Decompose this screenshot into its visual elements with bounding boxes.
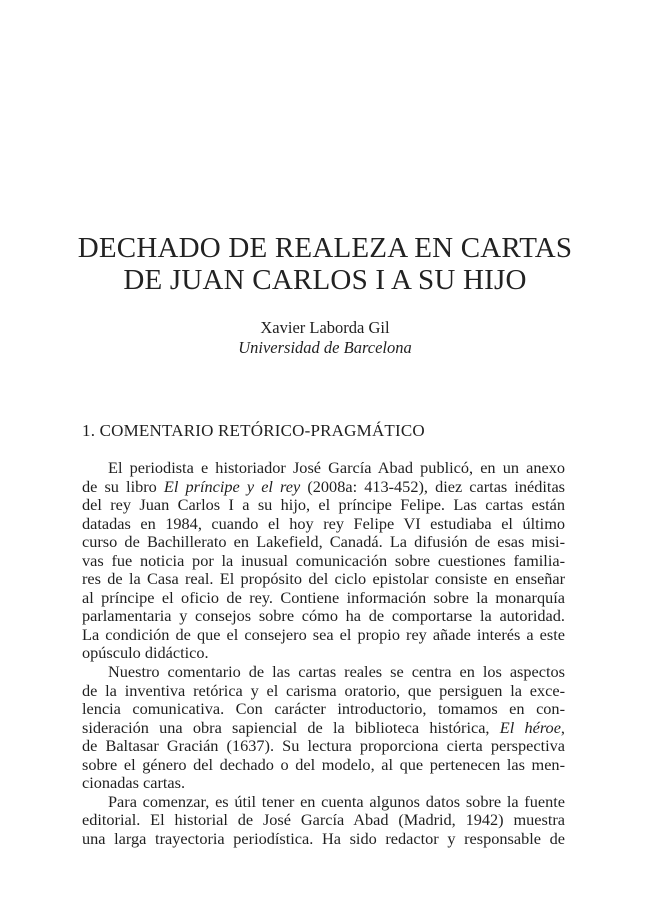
book-title-italic: El héroe: [499, 717, 561, 737]
title-line-2: DE JUAN CARLOS I A SU HIJO: [123, 264, 527, 296]
text-line: lencia comunicativa. Con carácter introductorio, tomamos en con-: [82, 699, 565, 719]
text-line: res de la Casa real. El propósito del ciclo epistolar consiste en enseñar: [82, 569, 565, 589]
text-run: (2008a: 413-452), diez cartas inéditas: [300, 476, 565, 496]
text-line: vas fue noticia por la inusual comunicación sobre cuestiones familia-: [82, 550, 565, 570]
title-line-1: DECHADO DE REALEZA EN CARTAS: [77, 232, 573, 264]
text-line: sobre el género del dechado o del modelo, al que pertenecen las men-: [82, 754, 565, 774]
section-heading: 1. COMENTARIO RETÓRICO-PRAGMÁTICO: [82, 421, 425, 440]
text-line: curso de Bachillerato en Lakefield, Canadá. La difusión de esas misi-: [82, 532, 565, 552]
text-line: Nuestro comentario de las cartas reales se centra en los aspectos: [108, 662, 565, 682]
text-line: [82, 478, 565, 497]
body-text: [82, 459, 565, 848]
text-line: de Baltasar Gracián (1637). Su lectura proporciona cierta perspectiva: [82, 736, 565, 756]
text-line: [82, 719, 565, 738]
text-line: opúsculo didáctico.: [82, 643, 209, 663]
text-line: al príncipe el oficio de rey. Contiene información sobre la monarquía: [82, 587, 565, 607]
article-title: [40, 232, 610, 296]
text-run: de su libro: [82, 476, 164, 496]
author-affiliation: Universidad de Barcelona: [238, 338, 412, 357]
text-line: del rey Juan Carlos I a su hijo, el príncipe Felipe. Las cartas están: [82, 495, 565, 515]
text-line: Para comenzar, es útil tener en cuenta algunos datos sobre la fuente: [108, 791, 565, 811]
text-run: ,: [560, 717, 565, 737]
text-line: una larga trayectoria periodística. Ha sido redactor y responsable de: [82, 828, 565, 848]
author-name: Xavier Laborda Gil: [260, 318, 390, 337]
text-line: La condición de que el consejero sea el propio rey añade interés a este: [82, 624, 565, 644]
text-line: El periodista e historiador José García Abad publicó, en un anexo: [108, 458, 565, 477]
text-line: parlamentaria y consejos sobre cómo ha de comportarse la autoridad.: [82, 606, 565, 626]
text-line: de la inventiva retórica y el carisma oratorio, que persiguen la exce-: [82, 680, 565, 700]
book-title-italic: El príncipe y el rey: [163, 476, 301, 496]
text-line: cionadas cartas.: [82, 773, 186, 793]
text-line: editorial. El historial de José García Abad (Madrid, 1942) muestra: [82, 810, 565, 830]
text-run: sideración una obra sapiencial de la biblioteca histórica,: [82, 717, 500, 737]
text-line: datadas en 1984, cuando el hoy rey Felipe VI estudiaba el último: [82, 513, 565, 533]
